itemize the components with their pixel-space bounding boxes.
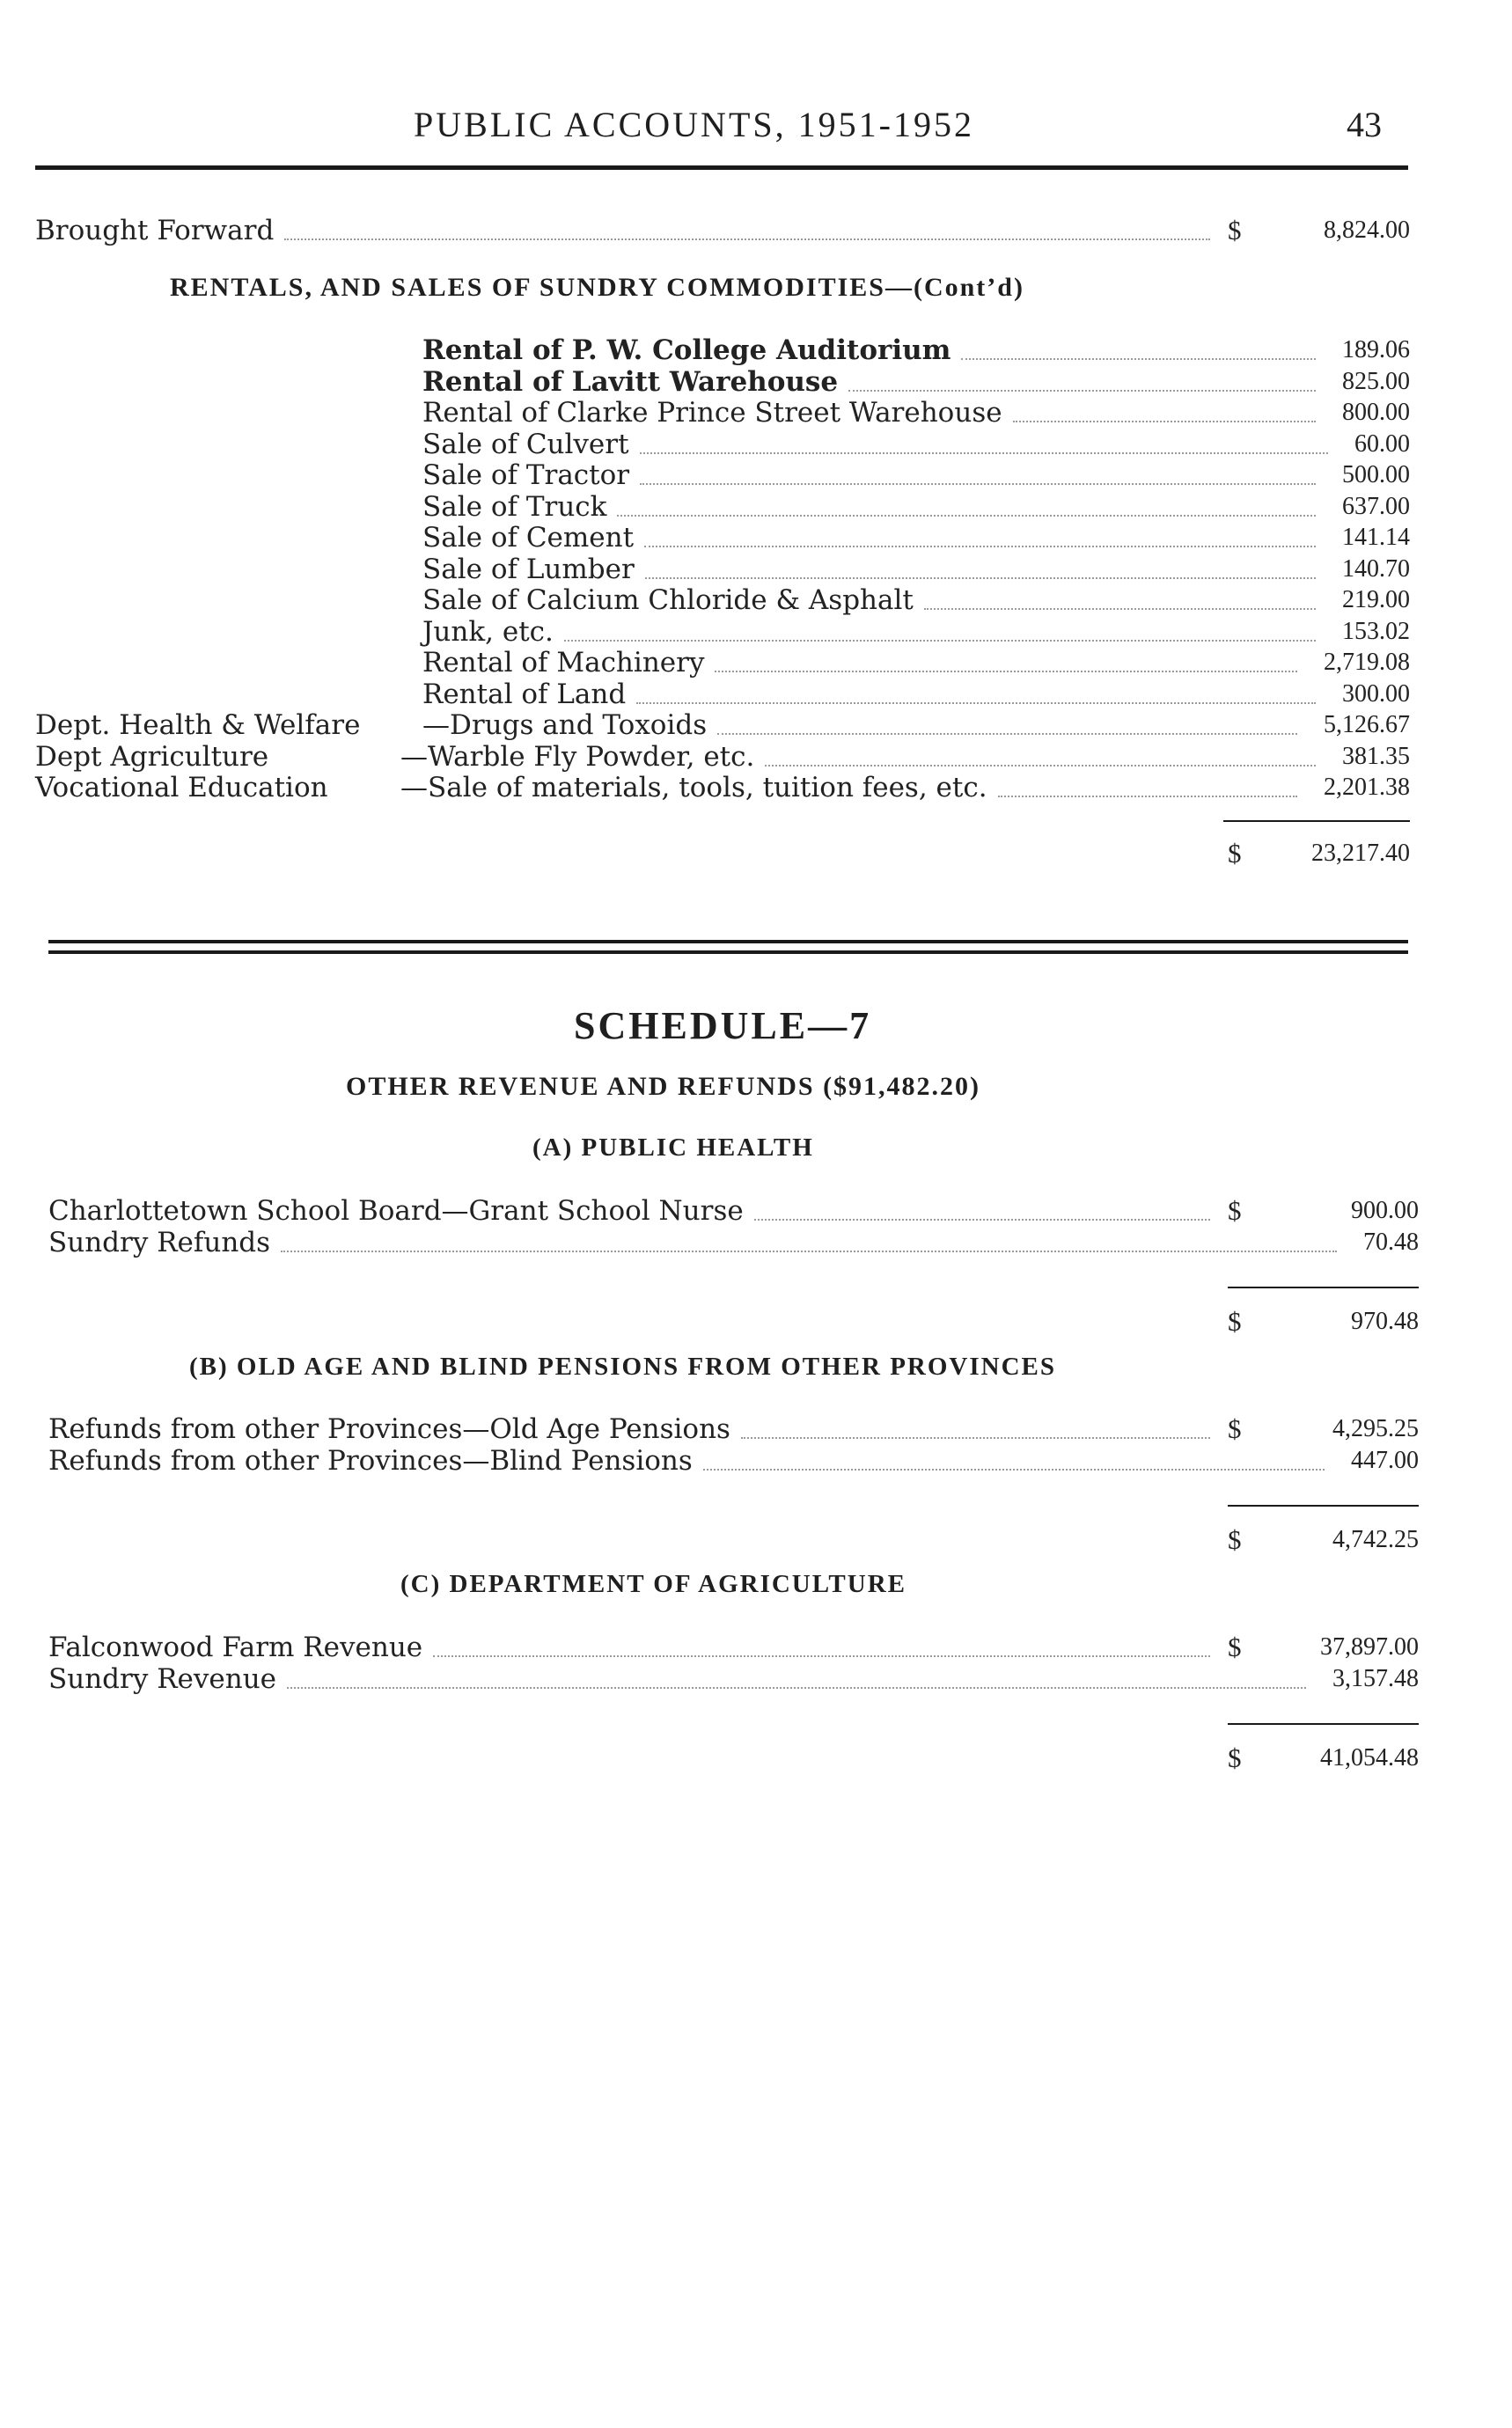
rental-label: —Sale of materials, tools, tuition fees, etc. [400,772,987,803]
rentals-heading: RENTALS, AND SALES OF SUNDRY COMMODITIES—(Cont’d) [170,273,1024,302]
rental-row [35,334,1410,366]
leader-dots [281,1250,1337,1252]
rental-row [35,491,1410,523]
schedule-subtitle: OTHER REVENUE AND REFUNDS ($91,482.20) [346,1072,981,1101]
section-total-amount: 4,742.25 [1332,1526,1419,1553]
rental-amount: 153.02 [1342,617,1410,645]
rental-amount: 637.00 [1342,492,1410,520]
rental-label: Sale of Cement [422,522,635,554]
rental-amount: 219.00 [1342,586,1410,613]
rental-row [35,741,1410,773]
currency-symbol: $ [1228,1742,1242,1773]
rental-label: Rental of Lavitt Warehouse [422,365,839,398]
leader-dots [564,639,1316,642]
schedule-item-amount: 900.00 [1351,1197,1419,1224]
rentals-total-amount: 23,217.40 [1311,840,1410,867]
rental-amount: 825.00 [1342,367,1410,395]
leader-dots [717,732,1297,735]
leader-dots [998,795,1297,797]
schedule-item-row [48,1195,1419,1227]
rental-amount: 300.00 [1342,679,1410,708]
leader-dots [636,701,1316,704]
leader-dots [640,451,1328,454]
rental-department: Dept Agriculture [35,740,269,773]
rental-row [35,397,1410,429]
schedule-item-row [48,1227,1419,1258]
rental-amount: 500.00 [1342,461,1410,488]
rental-label: Sale of Lumber [422,553,635,585]
schedule-item-label: Sundry Refunds [48,1227,271,1258]
leader-dots [754,1218,1210,1221]
rental-label: —Drugs and Toxoids [422,709,708,741]
currency-symbol: $ [1228,1524,1242,1555]
schedule-item-amount: 447.00 [1351,1447,1419,1474]
rental-label: Rental of P. W. College Auditorium [422,334,951,366]
section-total-row [1206,1306,1419,1338]
schedule-item-label: Charlottetown School Board—Grant School Nurse [48,1195,744,1227]
rental-row [35,459,1410,491]
currency-symbol: $ [1228,1413,1242,1444]
schedule-item-amount: 70.48 [1363,1229,1419,1256]
schedule-item-row [48,1445,1419,1477]
section-total-rule [1228,1287,1419,1288]
schedule-item-row [48,1663,1419,1695]
leader-dots [617,514,1316,517]
rental-amount: 141.14 [1342,524,1410,551]
page-header-title: PUBLIC ACCOUNTS, 1951-1952 [414,105,974,144]
rental-label: Rental of Machinery [422,647,705,679]
currency-symbol: $ [1228,1195,1242,1226]
leader-dots [284,238,1210,240]
schedule-item-label: Refunds from other Provinces—Old Age Pensions [48,1413,730,1445]
rental-row [35,554,1410,585]
rental-label: Sale of Truck [422,490,607,523]
rental-label: —Warble Fly Powder, etc. [400,740,755,773]
section-total-row [1206,1524,1419,1556]
rental-label: Rental of Clarke Prince Street Warehouse [422,397,1002,429]
leader-dots [287,1686,1306,1689]
page-number: 43 [1347,105,1382,144]
rental-row [35,584,1410,616]
leader-dots [1013,420,1316,422]
rental-department: Dept. Health & Welfare [35,709,361,741]
rental-amount: 5,126.67 [1324,711,1410,738]
currency-symbol: $ [1228,1306,1242,1337]
leader-dots [433,1654,1210,1657]
leader-dots [848,389,1316,392]
leader-dots [640,482,1316,485]
schedule-section-heading: (A) PUBLIC HEALTH [532,1133,814,1162]
leader-dots [644,545,1316,547]
rentals-total-row [1206,838,1410,869]
brought-forward-label: Brought Forward [35,215,275,246]
rental-label: Sale of Tractor [422,459,630,491]
schedule-item-amount: 4,295.25 [1332,1415,1419,1442]
section-total-amount: 41,054.48 [1320,1744,1419,1771]
schedule-item-label: Sundry Revenue [48,1663,277,1695]
rental-amount: 140.70 [1342,554,1410,583]
rental-amount: 2,201.38 [1324,774,1410,801]
leader-dots [924,607,1316,610]
header-rule [35,165,1408,170]
rental-amount: 60.00 [1354,429,1410,458]
brought-forward-amount: 8,824.00 [1324,216,1410,244]
rental-department: Vocational Education [35,772,328,803]
brought-forward-row [35,215,1410,246]
currency-symbol: $ [1228,215,1242,246]
schedule-item-row [48,1632,1419,1663]
schedule-title: SCHEDULE—7 [574,1004,872,1047]
rental-amount: 189.06 [1342,336,1410,363]
rental-label: Sale of Culvert [422,428,629,460]
section-total-rule [1228,1723,1419,1725]
schedule-item-amount: 37,897.00 [1320,1633,1419,1661]
rental-row [35,522,1410,554]
schedule-section-heading: (C) DEPARTMENT OF AGRICULTURE [400,1570,907,1598]
leader-dots [645,576,1316,579]
rental-row [35,616,1410,648]
currency-symbol: $ [1228,838,1242,869]
schedule-section-heading: (B) OLD AGE AND BLIND PENSIONS FROM OTHER PROVINCES [189,1353,1056,1381]
rental-row [35,429,1410,460]
rental-row [35,647,1410,679]
schedule-item-row [48,1413,1419,1445]
rentals-total-rule [1223,820,1410,822]
leader-dots [961,357,1316,360]
section-divider-bottom [48,950,1408,954]
section-divider-top [48,940,1408,943]
rental-row [35,366,1410,398]
section-total-amount: 970.48 [1351,1308,1419,1335]
leader-dots [715,670,1297,672]
rental-row [35,709,1410,741]
schedule-item-label: Refunds from other Provinces—Blind Pensions [48,1445,693,1477]
leader-dots [703,1468,1325,1471]
rental-amount: 2,719.08 [1324,649,1410,676]
rental-label: Rental of Land [422,678,627,710]
schedule-item-label: Falconwood Farm Revenue [48,1632,423,1663]
rental-row [35,679,1410,710]
currency-symbol: $ [1228,1632,1242,1662]
section-total-row [1206,1742,1419,1774]
rental-label: Junk, etc. [422,615,554,648]
leader-dots [741,1436,1210,1439]
rental-row [35,772,1410,803]
rental-amount: 800.00 [1342,399,1410,426]
leader-dots [765,764,1316,767]
schedule-item-amount: 3,157.48 [1332,1665,1419,1692]
rental-amount: 381.35 [1342,742,1410,770]
section-total-rule [1228,1505,1419,1507]
rental-label: Sale of Calcium Chloride & Asphalt [422,584,914,616]
